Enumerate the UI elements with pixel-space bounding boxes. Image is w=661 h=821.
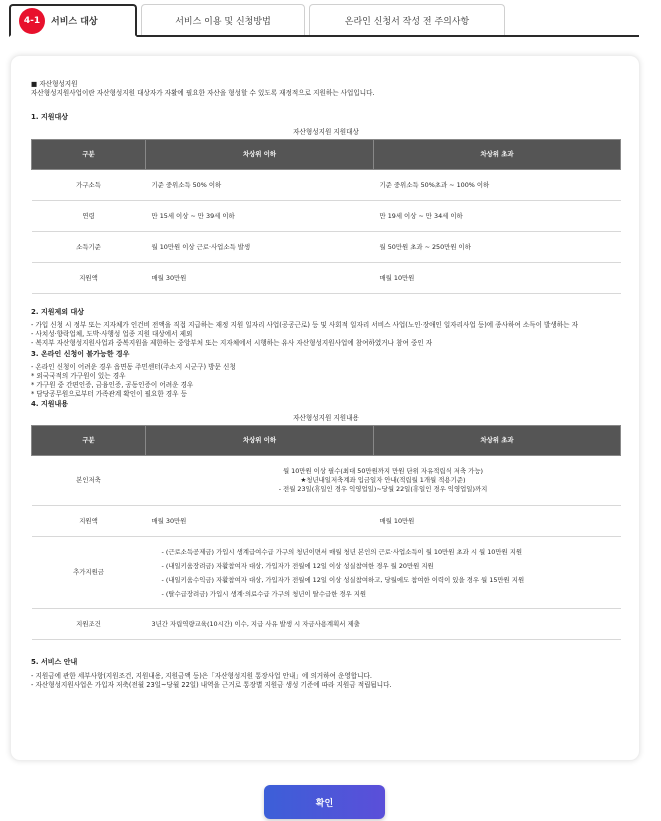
table-row — [32, 232, 621, 263]
row-label: 지원조건 — [32, 609, 146, 640]
cell: 매월 10만원 — [374, 506, 621, 537]
cell-line: 월 10만원 이상 필수(최대 50만원까지 만원 단위 자유적립식 저축 가능) — [282, 467, 484, 475]
cell: 기준 중위소득 50%초과 ~ 100% 이하 — [374, 170, 621, 201]
section-title: 4. 지원내용 — [31, 400, 69, 408]
cell: 만 15세 이상 ~ 만 39세 이하 — [146, 201, 374, 232]
intro-heading: ■ 자산형성지원 — [31, 80, 78, 88]
cell: 월 50만원 초과 ~ 250만원 이하 — [374, 232, 621, 263]
list-item: * 외국국적의 가구원이 있는 경우 — [31, 372, 126, 380]
cell-line: ★청년내일저축계좌 입금일자 안내(적립월 1개월 적용기준) — [300, 476, 466, 484]
table-header: 구분 — [32, 140, 146, 170]
list-item: - 가입 신청 시 정부 또는 지자체가 인건비 전액을 직접 지급하는 재정 지원 일자리 사업(공공근로) 등 및 사회적 일자리 서비스 사업(노인·장애인 일자리사업 등)에 종사하여 소득이 발생하는 자 — [31, 321, 578, 329]
table-row — [32, 170, 621, 201]
offline-case-list — [31, 363, 621, 399]
cell: 매월 30만원 — [146, 263, 374, 294]
list-item: - 자산형성지원사업은 가입자 저축(전월 23일~당월 22일) 내역을 근거로 통장별 지원금 생성 기준에 따라 지원금 적립됩니다. — [31, 681, 392, 689]
cell: 매월 30만원 — [146, 506, 374, 537]
row-label: 추가지원금 — [32, 537, 146, 609]
service-notice-list — [31, 672, 621, 690]
list-item: - 사치성·향락업체, 도박·사행성 업종 지원 대상에서 제외 — [31, 330, 193, 338]
list-item: - 지원금에 관한 세부사항(지원조건, 지원내용, 지원금액 등)은「자산형성지원 통장사업 안내」에 의거하여 운영합니다. — [31, 672, 372, 680]
tab-precautions[interactable] — [309, 4, 505, 36]
table-row — [32, 263, 621, 294]
table-header: 차상위 이하 — [146, 140, 374, 170]
table-header: 구분 — [32, 426, 146, 456]
row-label: 소득기준 — [32, 232, 146, 263]
section-title: 3. 온라인 신청이 불가능한 경우 — [31, 350, 130, 358]
row-label: 지원액 — [32, 263, 146, 294]
cell: 월 10만원 이상 근로·사업소득 발생 — [146, 232, 374, 263]
cell-line: - (내일키움장려금) 자활참여자 대상, 가입자가 전월에 12일 이상 성실참여한 경우 월 20만원 지원 — [161, 561, 434, 570]
list-item: - 온라인 신청이 어려운 경우 읍면동 주민센터(주소지 시군구) 방문 신청 — [31, 363, 236, 371]
table-header: 차상위 초과 — [374, 426, 621, 456]
table-caption: 자산형성지원 지원내용 — [293, 414, 359, 422]
cell: 3년간 자립역량교육(10시간) 이수, 지급 사유 발생 시 자금사용계획서 제출 — [146, 609, 621, 640]
deposit-cell — [146, 456, 621, 506]
section-title: 5. 서비스 안내 — [31, 658, 78, 666]
tab-service-target[interactable] — [9, 4, 137, 37]
tab-label: 서비스 대상 — [51, 17, 98, 27]
extra-support-cell — [146, 537, 621, 609]
cell: 매월 10만원 — [374, 263, 621, 294]
cell-line: - (근로소득공제금) 가입시 생계급여수급 가구의 청년이면서 매월 청년 본인의 근로·사업소득이 월 10만원 초과 시 월 10만원 지원 — [161, 547, 523, 556]
section-title: 2. 지원제외 대상 — [31, 308, 84, 316]
row-label: 연령 — [32, 201, 146, 232]
confirm-button[interactable]: 확인 — [264, 785, 385, 819]
section-title: 1. 지원대상 — [31, 113, 69, 121]
support-content-table — [31, 425, 621, 640]
table-row — [32, 506, 621, 537]
tab-label: 서비스 이용 및 신청방법 — [175, 17, 271, 27]
content — [31, 80, 621, 690]
list-item: - 복지부 자산형성지원사업과 중복지원을 제한하는 중앙부처 또는 지자체에서 시행하는 유사 자산형성지원사업에 참여하였거나 참여 중인 자 — [31, 339, 433, 347]
cell-line: - (탈수급장려금) 가입시 생계·의료수급 가구의 청년이 탈수급한 경우 지원 — [161, 589, 367, 598]
table-row — [32, 537, 621, 609]
list-item: * 가구원 중 간편인증, 금융인증, 공동인증이 어려운 경우 — [31, 381, 194, 389]
exclusion-list — [31, 321, 621, 348]
intro-text: 자산형성지원사업이란 자산형성지원 대상자가 자활에 필요한 자산을 형성할 수 있도록 재정적으로 지원하는 사업입니다. — [31, 89, 375, 97]
row-label: 본인저축 — [32, 456, 146, 506]
row-label: 가구소득 — [32, 170, 146, 201]
support-target-table — [31, 139, 621, 294]
table-header: 차상위 이하 — [146, 426, 374, 456]
list-item: * 담당공무원으로부터 가족관계 확인이 필요한 경우 등 — [31, 390, 188, 398]
cell-line: - 전월 23일(휴일인 경우 익영업일)~당월 22일(휴일인 경우 익영업일)까지 — [278, 485, 488, 493]
cell-line: - (내일키움수익금) 자활참여자 대상, 가입자가 전월에 12일 이상 성실참여하고, 당월에도 참여한 이력이 있을 경우 월 15만원 지원 — [161, 575, 525, 584]
row-label: 지원액 — [32, 506, 146, 537]
table-header: 차상위 초과 — [374, 140, 621, 170]
table-row — [32, 201, 621, 232]
cell: 기준 중위소득 50% 이하 — [146, 170, 374, 201]
table-row — [32, 609, 621, 640]
table-row — [32, 456, 621, 506]
table-caption: 자산형성지원 지원대상 — [293, 128, 359, 136]
tab-label: 온라인 신청서 작성 전 주의사항 — [344, 17, 470, 27]
cell: 만 19세 이상 ~ 만 34세 이하 — [374, 201, 621, 232]
tab-bar — [9, 4, 639, 36]
step-badge: 4-1 — [19, 8, 45, 34]
tab-usage-method[interactable] — [141, 4, 305, 36]
